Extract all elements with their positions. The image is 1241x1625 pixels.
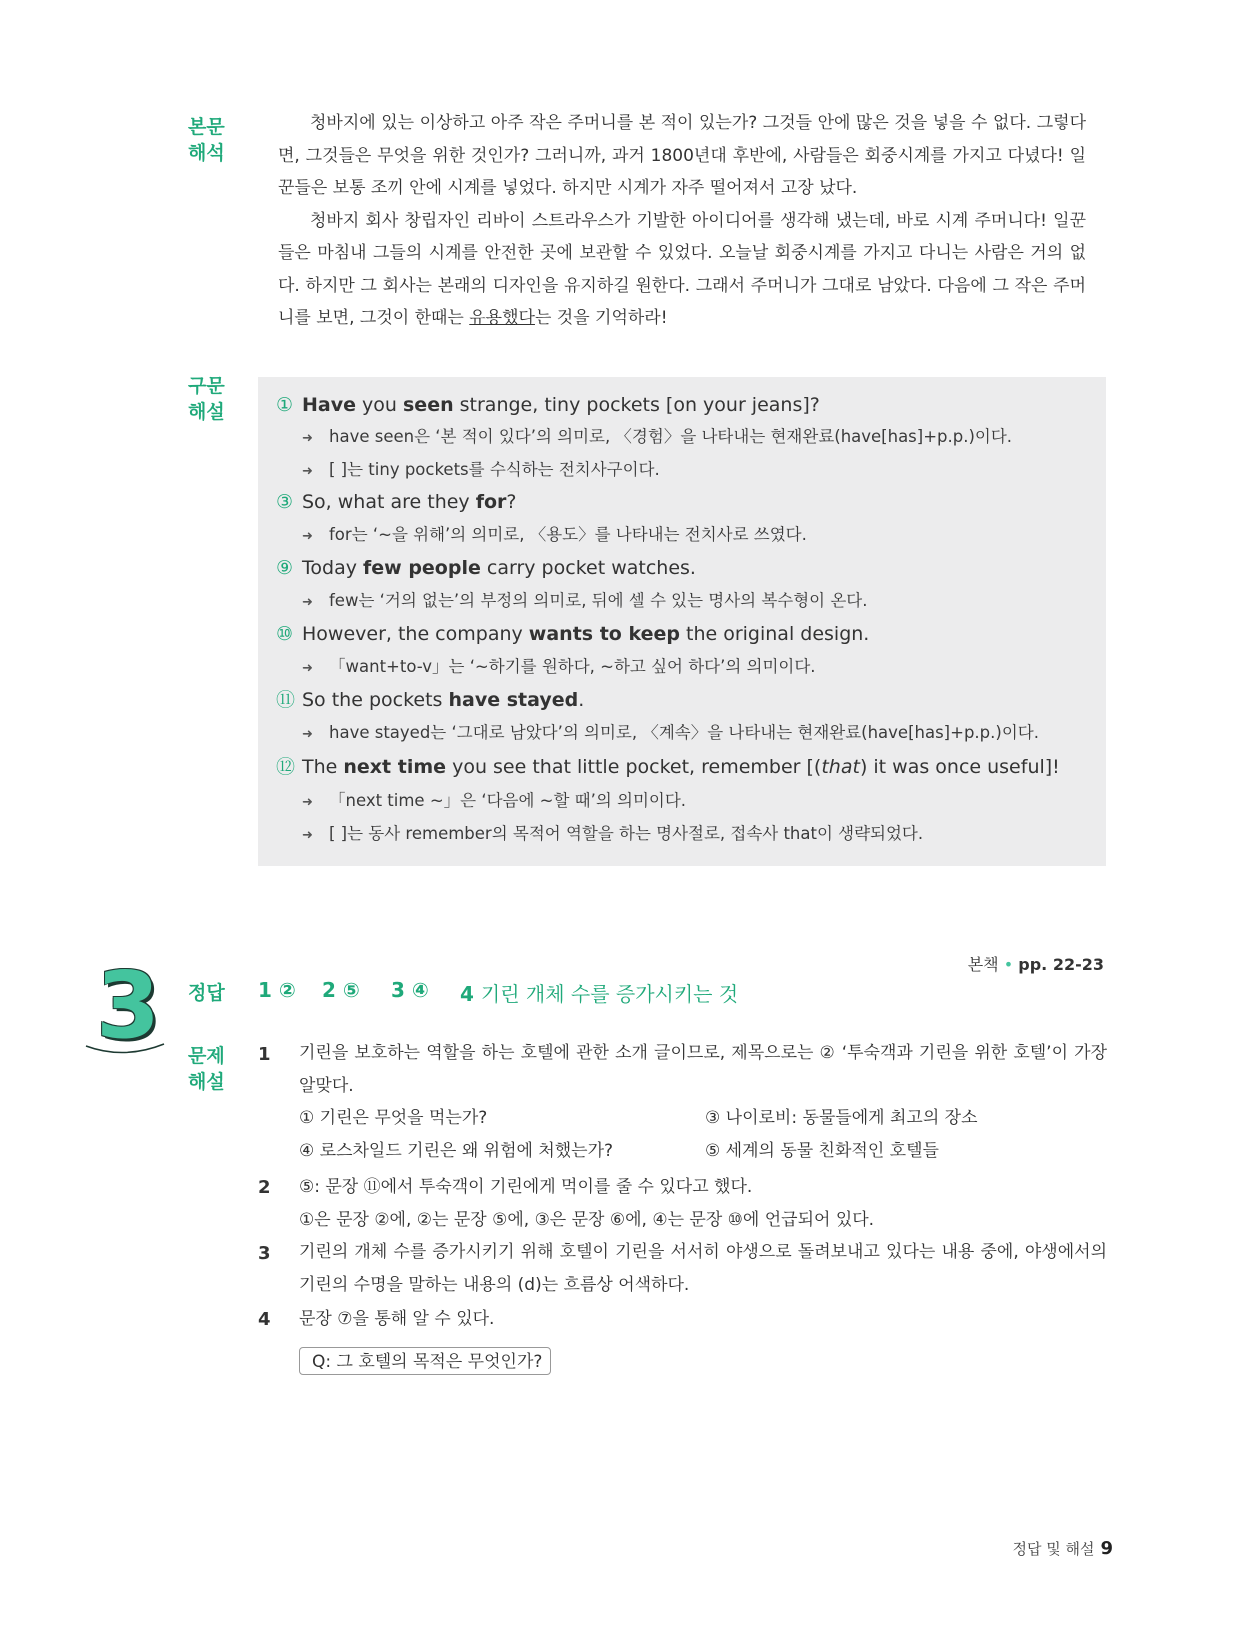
page-number: 9: [1100, 1538, 1113, 1559]
answer-1: 1 ②: [258, 978, 296, 1002]
answer-3: 3 ④: [391, 978, 429, 1002]
question-4-text: 문장 ⑦을 통해 알 수 있다.: [299, 1309, 495, 1329]
arrow-icon: ➜: [302, 529, 313, 544]
q1-option-3: ③ 나이로비: 동물들에게 최고의 장소: [705, 1108, 978, 1128]
question-2-detail: ①은 문장 ②에, ②는 문장 ⑤에, ③은 문장 ⑥에, ④는 문장 ⑩에 언급되어 있다.: [299, 1210, 875, 1230]
section-number: 3: [96, 952, 161, 1059]
question-1-number: 1: [258, 1044, 271, 1065]
section-swoosh: [84, 1040, 166, 1060]
translation-label: 본문 해석: [188, 116, 225, 164]
answer-label: 정답: [188, 982, 225, 1004]
arrow-icon: ➜: [302, 727, 313, 742]
q1-option-1: ① 기린은 무엇을 먹는가?: [299, 1108, 488, 1128]
translation-paragraph-1: 청바지에 있는 이상하고 아주 작은 주머니를 본 적이 있는가? 그것들 안에 많은 것을 넣을 수 없다. 그렇다면, 그것들은 무엇을 위한 것인가? 그러니까, 과거 1800년대 후반에, 사람들은 회중시계를 가지고 다녔다! 일꾼들은 보통 조끼 안에 시계를 넣었다. 하지만 시계가 자주 떨어져서 고장 났다.: [278, 113, 1086, 198]
grammar-label: 구문 해설: [188, 375, 225, 423]
grammar-sentence-1: ① Have you seen strange, tiny pockets [on your jeans]?: [276, 394, 820, 416]
arrow-icon: ➜: [302, 595, 313, 610]
q1-option-4: ④ 로스차일드 기린은 왜 위험에 처했는가?: [299, 1141, 614, 1161]
q1-option-5: ⑤ 세계의 동물 친화적인 호텔들: [705, 1141, 939, 1161]
arrow-icon: ➜: [302, 431, 313, 446]
arrow-icon: ➜: [302, 828, 313, 843]
answer-4: 4 기린 개체 수를 증가시키는 것: [460, 982, 739, 1006]
question-3-text: 기린의 개체 수를 증가시키기 위해 호텔이 기린을 서서히 야생으로 돌려보내고 있다는 내용 중에, 야생에서의 기린의 수명을 말하는 내용의 (d)는 흐름상 어색하다.: [299, 1242, 1107, 1295]
arrow-icon: ➜: [302, 464, 313, 479]
question-2-text: ⑤: 문장 ⑪에서 투숙객이 기린에게 먹이를 줄 수 있다고 했다.: [299, 1177, 753, 1197]
question-4-number: 4: [258, 1309, 271, 1330]
question-3-number: 3: [258, 1243, 271, 1264]
answer-2: 2 ⑤: [322, 978, 360, 1002]
arrow-icon: ➜: [302, 661, 313, 676]
grammar-note: ➜ have seen은 ‘본 적이 있다’의 의미로, 〈경험〉을 나타내는 현재완료(have[has]+p.p.)이다.: [302, 424, 1012, 452]
question-1-text: 기린을 보호하는 역할을 하는 호텔에 관한 소개 글이므로, 제목으로는 ② ‘투숙객과 기린을 위한 호텔’이 가장 알맞다.: [299, 1043, 1107, 1096]
grammar-note: ➜ [ ]는 tiny pockets를 수식하는 전치사구이다.: [302, 457, 660, 485]
question-2-number: 2: [258, 1177, 271, 1198]
grammar-sentence-10: ⑩ However, the company wants to keep the original design.: [276, 623, 870, 645]
page-reference: 본책 • pp. 22-23: [967, 955, 1104, 974]
grammar-note: ➜ have stayed는 ‘그대로 남았다’의 의미로, 〈계속〉을 나타내는 현재완료(have[has]+p.p.)이다.: [302, 720, 1039, 748]
explanation-label: 문제 해설: [188, 1045, 225, 1093]
underlined-word: 유용했다: [469, 308, 535, 328]
arrow-icon: ➜: [302, 795, 313, 810]
grammar-sentence-9: ⑨ Today few people carry pocket watches.: [276, 557, 696, 579]
grammar-note: ➜ few는 ‘거의 없는’의 부정의 의미로, 뒤에 셀 수 있는 명사의 복수형이 온다.: [302, 588, 867, 616]
grammar-sentence-11: ⑪ So the pockets have stayed.: [276, 689, 585, 711]
translation-text: [278, 107, 1086, 335]
grammar-sentence-12: ⑫ The next time you see that little pocket, remember [(that) it was once useful]!: [276, 756, 1060, 778]
grammar-sentence-3: ③ So, what are they for?: [276, 491, 517, 513]
question-box: Q: 그 호텔의 목적은 무엇인가?: [299, 1347, 551, 1375]
grammar-note: ➜ for는 ‘~을 위해’의 의미로, 〈용도〉를 나타내는 전치사로 쓰였다.: [302, 522, 807, 550]
grammar-note: ➜ 「next time ~」은 ‘다음에 ~할 때’의 의미이다.: [302, 788, 686, 816]
page-footer: 정답 및 해설 9: [1012, 1538, 1113, 1559]
grammar-note: ➜ 「want+to-v」는 ‘~하기를 원하다, ~하고 싶어 하다’의 의미이다.: [302, 654, 816, 682]
translation-paragraph-2: 청바지 회사 창립자인 리바이 스트라우스가 기발한 아이디어를 생각해 냈는데, 바로 시계 주머니다! 일꾼들은 마침내 그들의 시계를 안전한 곳에 보관할 수 있었다. 오늘날 회중시계를 가지고 다니는 사람은 거의 없다. 하지만 그 회사는 본래의 디자인을 유지하길 원한다. 그래서 주머니가 그대로 남았다. 다음에 그 작은 주머니를 보면, 그것이 한때는 유용했다는 것을 기억하라!: [278, 210, 1086, 328]
grammar-note: ➜ [ ]는 동사 remember의 목적어 역할을 하는 명사절로, 접속사 that이 생략되었다.: [302, 821, 923, 849]
